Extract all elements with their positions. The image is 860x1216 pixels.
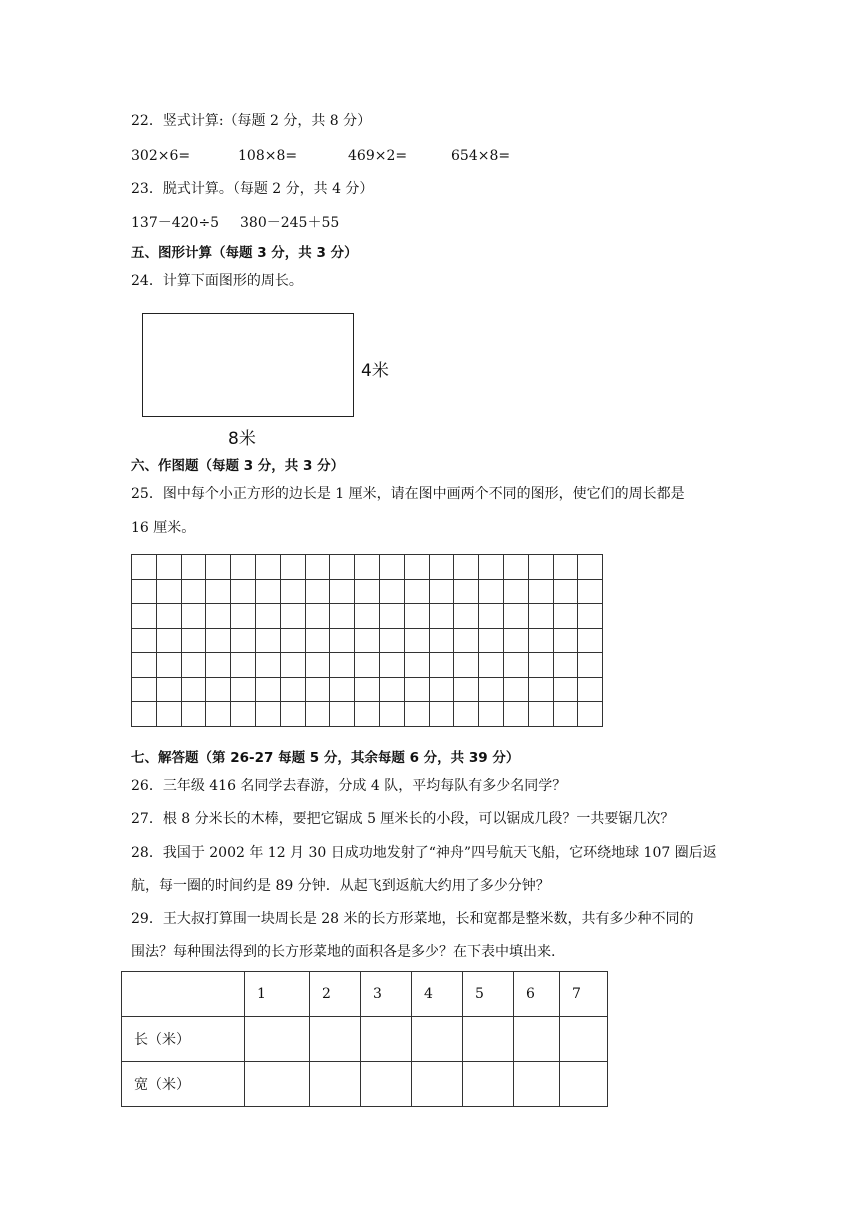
grid-cell[interactable] [429, 579, 454, 604]
grid-cell[interactable] [206, 628, 231, 653]
q23-items [131, 214, 339, 232]
table-header-cell: 7 [560, 972, 608, 1017]
grid-cell[interactable] [479, 628, 504, 653]
grid-cell[interactable] [528, 628, 553, 653]
grid-cell[interactable] [181, 702, 206, 727]
grid-cell[interactable] [305, 555, 330, 580]
answer-cell[interactable] [310, 1062, 361, 1107]
grid-cell[interactable] [479, 579, 504, 604]
grid-cell[interactable] [280, 677, 305, 702]
grid-cell[interactable] [429, 604, 454, 629]
grid-cell[interactable] [429, 555, 454, 580]
grid-cell[interactable] [355, 653, 380, 678]
grid-cell[interactable] [454, 604, 479, 629]
grid-cell[interactable] [553, 677, 578, 702]
answer-cell[interactable] [361, 1062, 412, 1107]
grid-cell[interactable] [503, 628, 528, 653]
answer-table [121, 971, 608, 1107]
grid-cell[interactable] [206, 604, 231, 629]
grid-cell[interactable] [454, 653, 479, 678]
grid-cell[interactable] [553, 579, 578, 604]
answer-cell[interactable] [514, 1062, 560, 1107]
grid-cell[interactable] [156, 628, 181, 653]
q22-item-1: 302×6= [131, 148, 191, 164]
q25-line-1: 25．图中每个小正方形的边长是 1 厘米，请在图中画两个不同的图形，使它们的周长都是 [131, 486, 685, 502]
grid-cell[interactable] [404, 653, 429, 678]
grid-cell[interactable] [156, 604, 181, 629]
q29-line-2: 围法？每种围法得到的长方形菜地的面积各是多少？在下表中填出来. [131, 944, 556, 960]
grid-row [132, 604, 603, 629]
grid-cell[interactable] [156, 579, 181, 604]
grid-cell[interactable] [231, 604, 256, 629]
grid-cell[interactable] [429, 702, 454, 727]
table-header-cell: 1 [245, 972, 310, 1017]
grid-cell[interactable] [132, 702, 157, 727]
grid-cell[interactable] [578, 677, 603, 702]
grid-cell[interactable] [280, 628, 305, 653]
grid-cell[interactable] [181, 555, 206, 580]
grid-cell[interactable] [280, 579, 305, 604]
grid-cell[interactable] [330, 579, 355, 604]
answer-cell[interactable] [310, 1017, 361, 1062]
table-row-length [122, 1017, 608, 1062]
q23-title: 23．脱式计算。（每题 2 分，共 4 分） [131, 181, 374, 197]
grid-cell[interactable] [379, 653, 404, 678]
grid-cell[interactable] [379, 604, 404, 629]
answer-cell[interactable] [514, 1017, 560, 1062]
grid-cell[interactable] [305, 604, 330, 629]
grid-cell[interactable] [355, 604, 380, 629]
grid-cell[interactable] [305, 628, 330, 653]
table-header-cell: 2 [310, 972, 361, 1017]
grid-cell[interactable] [255, 604, 280, 629]
grid-row [132, 702, 603, 727]
grid-cell[interactable] [231, 702, 256, 727]
answer-cell[interactable] [361, 1017, 412, 1062]
grid-cell[interactable] [255, 555, 280, 580]
section-5-heading: 五、图形计算（每题 3 分，共 3 分） [131, 245, 358, 261]
grid-cell[interactable] [280, 702, 305, 727]
grid-cell[interactable] [355, 702, 380, 727]
width-label: 8米 [228, 429, 256, 449]
grid-cell[interactable] [479, 677, 504, 702]
grid-cell[interactable] [206, 702, 231, 727]
answer-cell[interactable] [560, 1017, 608, 1062]
grid-cell[interactable] [231, 555, 256, 580]
q29-line-1: 29．王大叔打算围一块周长是 28 米的长方形菜地，长和宽都是整米数，共有多少种不同的 [131, 911, 694, 927]
grid-cell[interactable] [553, 653, 578, 678]
grid-cell[interactable] [330, 555, 355, 580]
grid-row [132, 653, 603, 678]
table-header-cell: 3 [361, 972, 412, 1017]
grid-cell[interactable] [132, 555, 157, 580]
grid-cell[interactable] [454, 555, 479, 580]
grid-cell[interactable] [231, 579, 256, 604]
row-label-length: 长（米） [122, 1017, 245, 1062]
grid-cell[interactable] [404, 604, 429, 629]
grid-cell[interactable] [355, 579, 380, 604]
grid-cell[interactable] [578, 555, 603, 580]
grid-cell[interactable] [528, 653, 553, 678]
square-grid[interactable] [131, 554, 603, 727]
grid-cell[interactable] [479, 702, 504, 727]
grid-cell[interactable] [528, 702, 553, 727]
rectangle-figure [142, 313, 354, 417]
grid-cell[interactable] [156, 677, 181, 702]
grid-cell[interactable] [280, 555, 305, 580]
grid-cell[interactable] [404, 555, 429, 580]
q23-item-1: 137－420÷5 [131, 215, 220, 231]
grid-row [132, 628, 603, 653]
answer-cell[interactable] [560, 1062, 608, 1107]
q27-text: 27．根 8 分米长的木棒，要把它锯成 5 厘米长的小段，可以锯成几段？一共要锯几次？ [131, 811, 675, 827]
grid-cell[interactable] [231, 628, 256, 653]
grid-cell[interactable] [206, 677, 231, 702]
grid-row [132, 579, 603, 604]
answer-cell[interactable] [412, 1017, 463, 1062]
grid-cell[interactable] [454, 628, 479, 653]
grid-cell[interactable] [454, 579, 479, 604]
q25-line-2: 16 厘米。 [131, 520, 196, 536]
grid-cell[interactable] [429, 677, 454, 702]
grid-cell[interactable] [132, 677, 157, 702]
grid-cell[interactable] [578, 628, 603, 653]
answer-cell[interactable] [245, 1017, 310, 1062]
grid-cell[interactable] [181, 579, 206, 604]
grid-cell[interactable] [404, 579, 429, 604]
grid-cell[interactable] [553, 604, 578, 629]
answer-cell[interactable] [412, 1062, 463, 1107]
grid-cell[interactable] [330, 628, 355, 653]
grid-cell[interactable] [578, 653, 603, 678]
grid-cell[interactable] [355, 677, 380, 702]
grid-cell[interactable] [181, 628, 206, 653]
grid-cell[interactable] [255, 702, 280, 727]
grid-row [132, 555, 603, 580]
grid-row [132, 677, 603, 702]
grid-cell[interactable] [330, 702, 355, 727]
grid-cell[interactable] [454, 677, 479, 702]
table-header-cell [122, 972, 245, 1017]
grid-cell[interactable] [379, 628, 404, 653]
grid-cell[interactable] [528, 555, 553, 580]
grid-cell[interactable] [578, 579, 603, 604]
grid-cell[interactable] [503, 604, 528, 629]
grid-cell[interactable] [355, 555, 380, 580]
grid-cell[interactable] [255, 677, 280, 702]
grid-cell[interactable] [132, 604, 157, 629]
grid-cell[interactable] [528, 579, 553, 604]
grid-cell[interactable] [503, 677, 528, 702]
grid-cell[interactable] [206, 555, 231, 580]
q22-item-4: 654×8= [451, 148, 511, 164]
grid-cell[interactable] [181, 653, 206, 678]
q22-item-3: 469×2= [348, 148, 408, 164]
grid-cell[interactable] [379, 677, 404, 702]
grid-cell[interactable] [206, 653, 231, 678]
grid-cell[interactable] [132, 579, 157, 604]
grid-cell[interactable] [305, 677, 330, 702]
table-header-cell: 6 [514, 972, 560, 1017]
grid-cell[interactable] [255, 579, 280, 604]
q22-title: 22．竖式计算:（每题 2 分，共 8 分） [131, 113, 372, 129]
grid-cell[interactable] [429, 628, 454, 653]
row-label-width: 宽（米） [122, 1062, 245, 1107]
height-label: 4米 [361, 361, 389, 381]
grid-cell[interactable] [305, 579, 330, 604]
grid-cell[interactable] [305, 653, 330, 678]
grid-cell[interactable] [503, 579, 528, 604]
answer-cell[interactable] [463, 1017, 514, 1062]
table-header-cell: 4 [412, 972, 463, 1017]
grid-cell[interactable] [404, 677, 429, 702]
grid-cell[interactable] [553, 628, 578, 653]
grid-cell[interactable] [231, 677, 256, 702]
table-row-width [122, 1062, 608, 1107]
grid-cell[interactable] [330, 604, 355, 629]
q28-line-2: 航，每一圈的时间约是 89 分钟．从起飞到返航大约用了多少分钟？ [131, 878, 550, 894]
grid-cell[interactable] [255, 653, 280, 678]
q26-text: 26．三年级 416 名同学去春游，分成 4 队，平均每队有多少名同学？ [131, 778, 567, 794]
grid-cell[interactable] [553, 555, 578, 580]
grid-cell[interactable] [255, 628, 280, 653]
grid-cell[interactable] [578, 702, 603, 727]
grid-cell[interactable] [379, 555, 404, 580]
grid-cell[interactable] [528, 604, 553, 629]
grid-cell[interactable] [479, 555, 504, 580]
grid-cell[interactable] [280, 653, 305, 678]
section-7-heading: 七、解答题（第 26-27 每题 5 分，其余每题 6 分，共 39 分） [131, 750, 520, 766]
grid-cell[interactable] [553, 702, 578, 727]
grid-cell[interactable] [404, 702, 429, 727]
grid-cell[interactable] [330, 653, 355, 678]
grid-cell[interactable] [305, 702, 330, 727]
grid-cell[interactable] [503, 555, 528, 580]
answer-cell[interactable] [463, 1062, 514, 1107]
grid-cell[interactable] [156, 653, 181, 678]
grid-cell[interactable] [578, 604, 603, 629]
grid-cell[interactable] [132, 653, 157, 678]
q28-line-1: 28．我国于 2002 年 12 月 30 日成功地发射了“神舟”四号航天飞船，它环绕地球 107 圈后返 [131, 845, 717, 861]
grid-cell[interactable] [429, 653, 454, 678]
grid-cell[interactable] [181, 677, 206, 702]
answer-cell[interactable] [245, 1062, 310, 1107]
grid-cell[interactable] [503, 702, 528, 727]
grid-cell[interactable] [454, 702, 479, 727]
q22-item-2: 108×8= [238, 148, 298, 164]
grid-cell[interactable] [206, 579, 231, 604]
grid-cell[interactable] [156, 702, 181, 727]
q22-items [131, 147, 510, 165]
grid-cell[interactable] [355, 628, 380, 653]
section-6-heading: 六、作图题（每题 3 分，共 3 分） [131, 458, 345, 474]
q23-item-2: 380－245＋55 [240, 215, 340, 231]
grid-cell[interactable] [503, 653, 528, 678]
grid-cell[interactable] [479, 604, 504, 629]
q24-title: 24．计算下面图形的周长。 [131, 273, 303, 289]
table-header-row [122, 972, 608, 1017]
grid-cell[interactable] [330, 677, 355, 702]
grid-cell[interactable] [156, 555, 181, 580]
grid-cell[interactable] [528, 677, 553, 702]
grid-cell[interactable] [231, 653, 256, 678]
grid-cell[interactable] [479, 653, 504, 678]
grid-cell[interactable] [181, 604, 206, 629]
grid-cell[interactable] [404, 628, 429, 653]
grid-cell[interactable] [379, 579, 404, 604]
grid-cell[interactable] [280, 604, 305, 629]
grid-cell[interactable] [132, 628, 157, 653]
grid-cell[interactable] [379, 702, 404, 727]
table-header-cell: 5 [463, 972, 514, 1017]
